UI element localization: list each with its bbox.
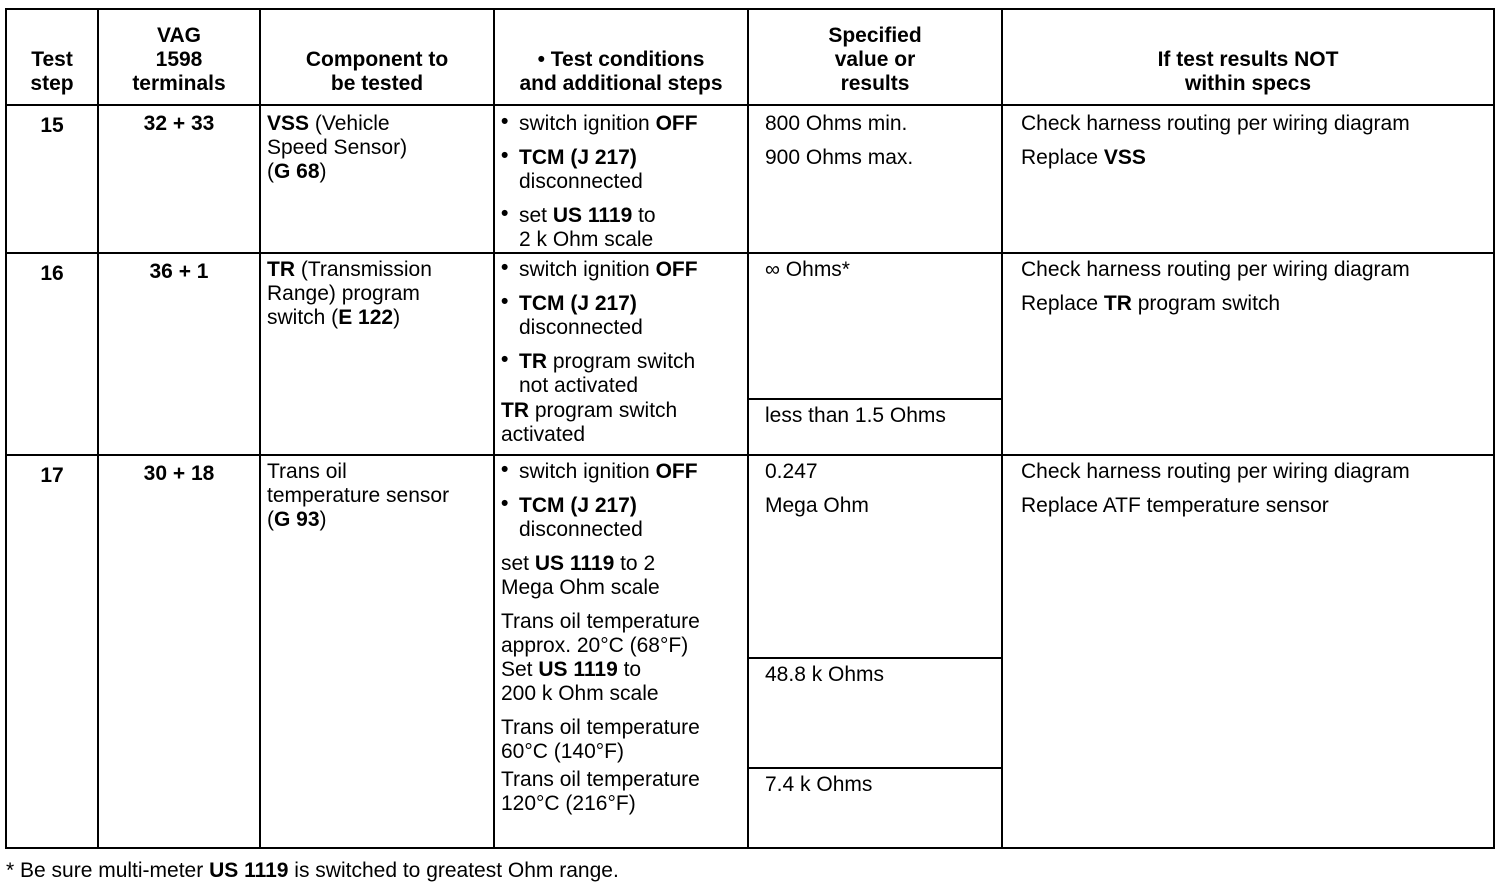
header-terminals: VAG 1598 terminals <box>98 9 260 105</box>
conditions-cell: • switch ignition OFF • TCM (J 217) disconnected • TR program switch not activated <box>494 253 748 399</box>
conditions-cell: Set US 1119 to 200 k Ohm scale Trans oil temperature 60°C (140°F) <box>494 658 748 768</box>
action-cell: Check harness routing per wiring diagram Replace TR program switch <box>1002 253 1494 455</box>
conditions-cell: • switch ignition OFF • TCM (J 217) disconnected • set US 1119 to 2 k Ohm scale <box>494 105 748 253</box>
test-table <box>5 8 1495 849</box>
specified-cell: ∞ Ohms* <box>748 253 1002 399</box>
conditions-cell: TR program switch activated <box>494 399 748 455</box>
specified-cell: 800 Ohms min. 900 Ohms max. <box>748 105 1002 253</box>
terminals-cell: 30 + 18 <box>98 455 260 848</box>
header-not-within: If test results NOT within specs <box>1002 9 1494 105</box>
specified-cell: 48.8 k Ohms <box>748 658 1002 768</box>
specified-cell: 0.247 Mega Ohm <box>748 455 1002 658</box>
header-component: Component to be tested <box>260 9 494 105</box>
bullet-icon: • <box>501 458 509 481</box>
table-row-17 <box>6 455 1494 658</box>
action-cell: Check harness routing per wiring diagram Replace VSS <box>1002 105 1494 253</box>
header-row <box>6 9 1494 105</box>
component-cell: VSS (Vehicle Speed Sensor) (G 68) <box>260 105 494 253</box>
bullet-icon: • <box>501 144 509 167</box>
header-conditions: • Test conditions and additional steps <box>494 9 748 105</box>
step-cell: 17 <box>6 455 98 848</box>
bullet-icon: • <box>501 202 509 225</box>
bullet-icon: • <box>501 492 509 515</box>
terminals-cell: 36 + 1 <box>98 253 260 455</box>
component-cell: TR (Transmission Range) program switch (E 122) <box>260 253 494 455</box>
conditions-cell: • switch ignition OFF • TCM (J 217) disconnected set US 1119 to 2 Mega Ohm scale Trans oil temperature approx. 20°C (68°F) <box>494 455 748 658</box>
component-cell: Trans oil temperature sensor (G 93) <box>260 455 494 848</box>
footnote: * Be sure multi-meter US 1119 is switched to greatest Ohm range. <box>6 859 619 882</box>
header-specified: Specified value or results <box>748 9 1002 105</box>
table-row-15 <box>6 105 1494 253</box>
table-row-16 <box>6 253 1494 399</box>
specified-cell: less than 1.5 Ohms <box>748 399 1002 455</box>
bullet-icon: • <box>501 348 509 371</box>
step-cell: 15 <box>6 105 98 253</box>
action-cell: Check harness routing per wiring diagram Replace ATF temperature sensor <box>1002 455 1494 848</box>
conditions-cell: Trans oil temperature 120°C (216°F) <box>494 768 748 848</box>
step-cell: 16 <box>6 253 98 455</box>
terminals-cell: 32 + 33 <box>98 105 260 253</box>
bullet-icon: • <box>501 256 509 279</box>
bullet-icon: • <box>501 110 509 133</box>
bullet-icon: • <box>501 290 509 313</box>
specified-cell: 7.4 k Ohms <box>748 768 1002 848</box>
header-test-step: Test step <box>6 9 98 105</box>
